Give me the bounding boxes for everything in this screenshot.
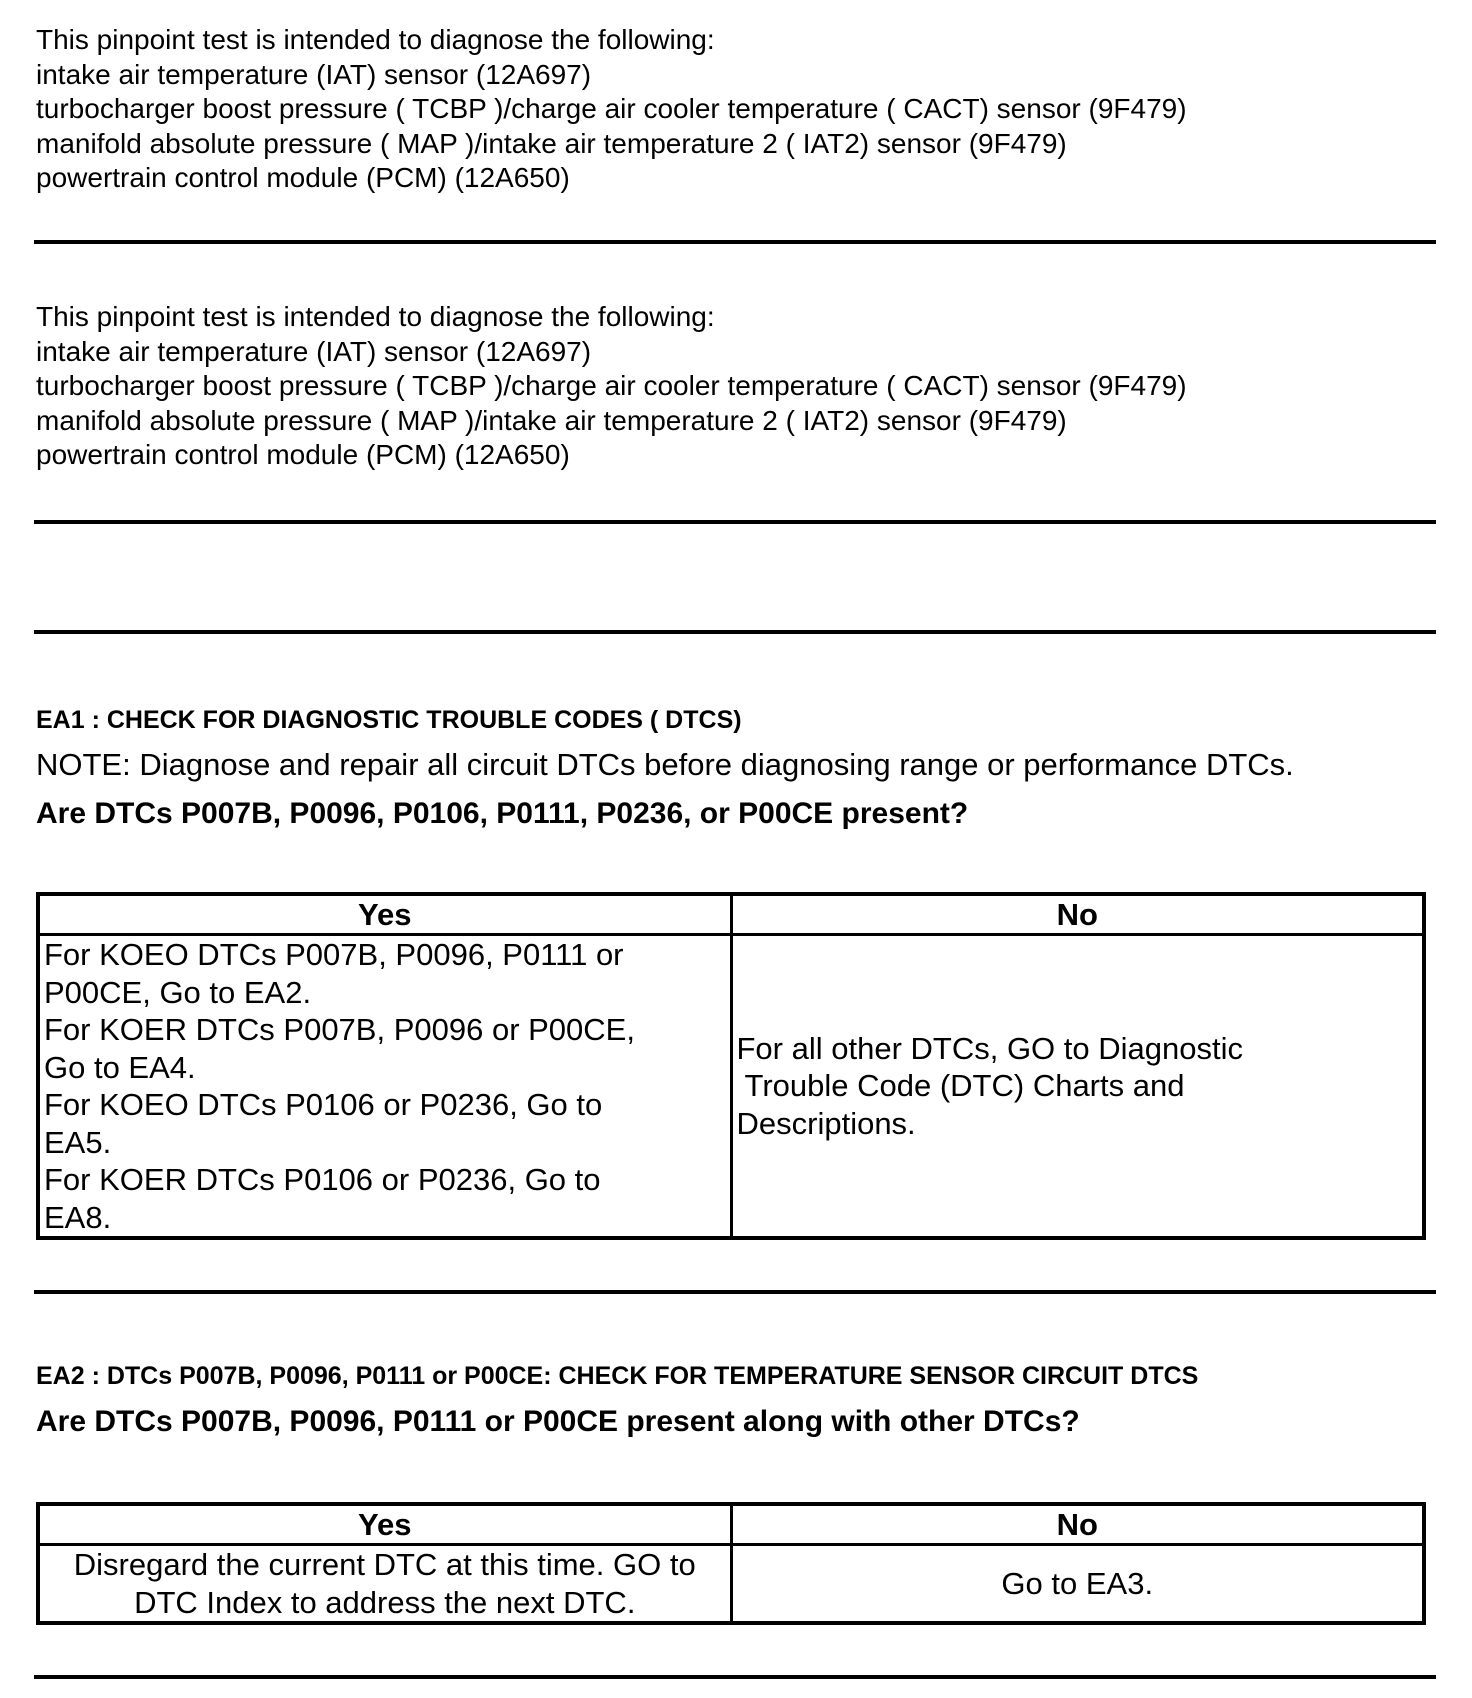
ea1-note: NOTE: Diagnose and repair all circuit DTCs before diagnosing range or performance DTCs. [36, 747, 1294, 782]
no-line: Trouble Code (DTC) Charts and [736, 1068, 1185, 1104]
yes-line: For KOER DTCs P0106 or P0236, Go to [44, 1162, 601, 1197]
divider [34, 520, 1436, 524]
intro-line: powertrain control module (PCM) (12A650) [36, 162, 570, 193]
divider [34, 630, 1436, 634]
intro-line: powertrain control module (PCM) (12A650) [36, 439, 570, 470]
intro-line: This pinpoint test is intended to diagnose the following: [36, 301, 715, 332]
yes-line: For KOEO DTCs P0106 or P0236, Go to [44, 1087, 603, 1122]
ea2-no-cell: Go to EA3. [731, 1545, 1424, 1624]
ea2-yes-cell [38, 1545, 731, 1624]
intro-block-2 [36, 300, 1187, 473]
yes-line: Go to EA4. [44, 1049, 196, 1085]
ea1-question: Are DTCs P007B, P0096, P0106, P0111, P0236, or P00CE present? [36, 797, 969, 830]
divider [34, 240, 1436, 244]
divider [34, 1290, 1436, 1294]
yes-line: EA8. [44, 1199, 112, 1235]
yes-line: P00CE, Go to EA2. [44, 974, 312, 1010]
intro-line: manifold absolute pressure ( MAP )/intake air temperature 2 ( IAT2) sensor (9F479) [36, 404, 1067, 436]
ea2-table [36, 1502, 1426, 1625]
yes-line: Disregard the current DTC at this time. GO to [73, 1547, 696, 1582]
ea2-no-header: No [731, 1504, 1424, 1545]
intro-line: turbocharger boost pressure ( TCBP )/charge air cooler temperature ( CACT) sensor (9F479) [36, 370, 1187, 401]
ea2-heading: EA2 : DTCs P007B, P0096, P0111 or P00CE: CHECK FOR TEMPERATURE SENSOR CIRCUIT DTCS [36, 1362, 1199, 1390]
ea1-heading: EA1 : CHECK FOR DIAGNOSTIC TROUBLE CODES ( DTCS) [36, 706, 742, 734]
ea2-question: Are DTCs P007B, P0096, P0111 or P00CE present along with other DTCs? [36, 1405, 1080, 1438]
intro-line: intake air temperature (IAT) sensor (12A697) [36, 58, 592, 90]
intro-line: manifold absolute pressure ( MAP )/intake air temperature 2 ( IAT2) sensor (9F479) [36, 127, 1067, 159]
ea1-no-cell [731, 935, 1424, 1239]
ea1-yes-cell [38, 935, 731, 1239]
ea1-table [36, 892, 1426, 1240]
ea2-yes-header: Yes [38, 1504, 731, 1545]
intro-line: turbocharger boost pressure ( TCBP )/charge air cooler temperature ( CACT) sensor (9F479) [36, 93, 1187, 124]
divider [34, 1675, 1436, 1679]
ea1-no-header: No [731, 894, 1424, 935]
yes-line: EA5. [44, 1124, 112, 1160]
no-line: Descriptions. [736, 1105, 916, 1141]
yes-line: DTC Index to address the next DTC. [134, 1584, 636, 1620]
intro-block-1 [36, 23, 1187, 196]
intro-line: intake air temperature (IAT) sensor (12A697) [36, 335, 592, 367]
no-line: For all other DTCs, GO to Diagnostic [736, 1030, 1243, 1066]
yes-line: For KOER DTCs P007B, P0096 or P00CE, [44, 1012, 635, 1047]
yes-line: For KOEO DTCs P007B, P0096, P0111 or [44, 937, 624, 972]
intro-line: This pinpoint test is intended to diagnose the following: [36, 24, 715, 55]
ea1-yes-header: Yes [38, 894, 731, 935]
